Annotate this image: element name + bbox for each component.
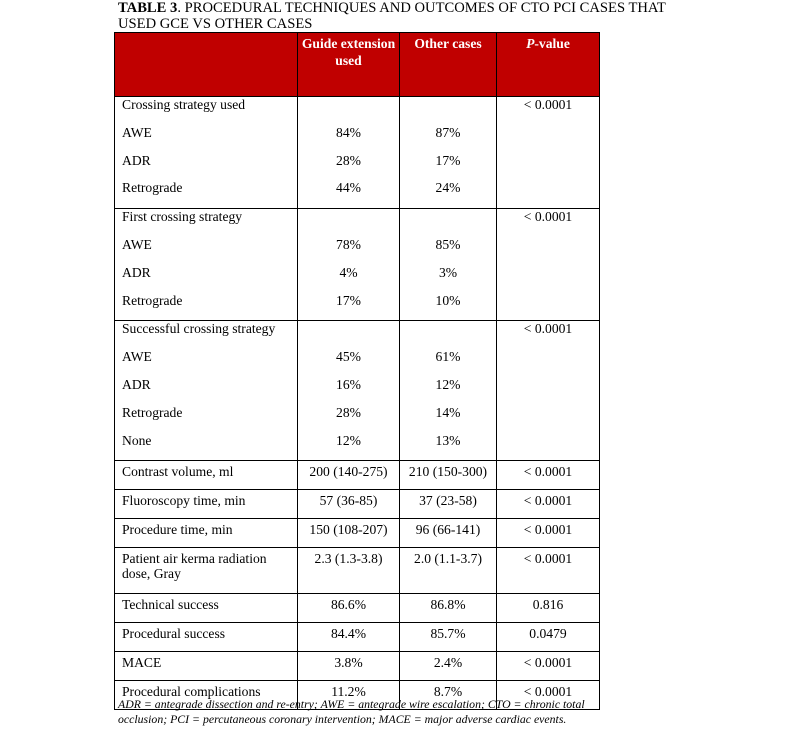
group-gce-cell [298, 209, 400, 321]
subrow-label: Retrograde [122, 404, 183, 420]
group-label-cell [115, 321, 298, 461]
header-other-cases: Other cases [400, 33, 497, 97]
row-label: Technical success [115, 594, 298, 623]
row-other-value: 86.8% [400, 594, 497, 623]
footnote: ADR = antegrade dissection and re-entry; AWE = antegrade wire escalation; CTO = chronic total occlusion; PCI = percutaneous coronary intervention; MACE = major adverse cardiac events. [118, 697, 585, 726]
header-p-value [497, 33, 600, 97]
table-row [115, 652, 600, 681]
subrow-gce-value: 84% [336, 124, 361, 140]
group-gce-cell [298, 97, 400, 209]
group-row [115, 209, 600, 321]
row-label: Procedural complications [115, 681, 298, 710]
row-gce-value: 84.4% [298, 623, 400, 652]
table-caption: . PROCEDURAL TECHNIQUES AND OUTCOMES OF CTO PCI CASES THAT USED GCE VS OTHER CASES [118, 0, 666, 32]
row-other-value: 96 (66-141) [400, 519, 497, 548]
subrow-label: AWE [122, 124, 152, 140]
subrow-gce-value: 28% [336, 404, 361, 420]
subrow-label: Retrograde [122, 292, 183, 308]
row-p-value: < 0.0001 [497, 490, 600, 519]
subrow-gce-value: 45% [336, 349, 361, 365]
group-p-cell [497, 97, 600, 209]
row-label: Procedure time, min [115, 519, 298, 548]
group-gce-cell [298, 321, 400, 461]
spacer [298, 209, 399, 237]
spacer [298, 321, 399, 349]
group-other-cell [400, 209, 497, 321]
row-p-value: < 0.0001 [497, 681, 600, 710]
subrow-other-value: 12% [435, 376, 461, 392]
header-p-rest: -value [534, 36, 570, 51]
subrow-label: ADR [122, 152, 151, 168]
row-p-value: 0.0479 [497, 623, 600, 652]
subrow-other-value: 24% [435, 180, 461, 196]
group-row [115, 97, 600, 209]
row-label: Fluoroscopy time, min [115, 490, 298, 519]
subrow-gce-value: 78% [336, 236, 361, 252]
spacer [400, 321, 496, 349]
row-label: Procedural success [115, 623, 298, 652]
table-row [115, 623, 600, 652]
spacer [298, 97, 399, 125]
row-other-value: 85.7% [400, 623, 497, 652]
table-body [115, 97, 600, 710]
table-number: TABLE 3 [118, 0, 178, 16]
group-p-value: < 0.0001 [523, 97, 573, 112]
header-p-italic: P [526, 36, 535, 51]
table-row [115, 519, 600, 548]
row-p-value: < 0.0001 [497, 519, 600, 548]
row-other-value: 2.0 (1.1-3.7) [400, 548, 497, 594]
row-gce-value: 200 (140-275) [298, 461, 400, 490]
subrow-gce-value: 16% [336, 376, 361, 392]
group-label-cell [115, 209, 298, 321]
subrow-other-value: 14% [435, 404, 461, 420]
row-p-value: < 0.0001 [497, 652, 600, 681]
group-label-cell [115, 97, 298, 209]
subrow-other-value: 85% [435, 236, 461, 252]
subrow-label: AWE [122, 236, 152, 252]
subrow-label: ADR [122, 264, 151, 280]
row-gce-value: 86.6% [298, 594, 400, 623]
row-other-value: 210 (150-300) [400, 461, 497, 490]
subrow-gce-value: 17% [336, 292, 361, 308]
group-p-cell [497, 209, 600, 321]
row-gce-value: 3.8% [298, 652, 400, 681]
subrow-other-value: 10% [435, 292, 461, 308]
group-other-cell [400, 97, 497, 209]
subrow-label: ADR [122, 376, 151, 392]
group-heading: Crossing strategy used [122, 97, 246, 112]
subrow-label: AWE [122, 349, 152, 365]
row-p-value: 0.816 [497, 594, 600, 623]
subrow-label: None [122, 432, 152, 448]
row-label: Contrast volume, ml [115, 461, 298, 490]
group-other-cell [400, 321, 497, 461]
table-row [115, 594, 600, 623]
subrow-label: Retrograde [122, 180, 183, 196]
row-label: Patient air kerma radiation dose, Gray [115, 548, 298, 594]
row-other-value: 2.4% [400, 652, 497, 681]
group-heading: Successful crossing strategy [122, 321, 276, 337]
table-row [115, 490, 600, 519]
table-row [115, 548, 600, 594]
spacer [400, 97, 496, 125]
header-blank [115, 33, 298, 97]
row-label: MACE [115, 652, 298, 681]
header-row [115, 33, 600, 97]
header-guide-extension: Guide extension used [298, 33, 400, 97]
group-heading: First crossing strategy [122, 209, 243, 225]
row-gce-value: 57 (36-85) [298, 490, 400, 519]
row-other-value: 8.7% [400, 681, 497, 710]
row-other-value: 37 (23-58) [400, 490, 497, 519]
table-row [115, 461, 600, 490]
group-p-value: < 0.0001 [523, 321, 573, 337]
subrow-gce-value: 4% [339, 264, 358, 280]
subrow-gce-value: 44% [336, 180, 361, 196]
outcomes-table [114, 32, 600, 710]
table-title [118, 0, 678, 32]
row-p-value: < 0.0001 [497, 461, 600, 490]
subrow-other-value: 3% [438, 264, 458, 280]
row-gce-value: 150 (108-207) [298, 519, 400, 548]
subrow-gce-value: 28% [336, 152, 361, 168]
row-p-value: < 0.0001 [497, 548, 600, 594]
row-gce-value: 11.2% [298, 681, 400, 710]
subrow-other-value: 87% [435, 124, 461, 140]
subrow-other-value: 13% [435, 432, 461, 448]
subrow-other-value: 17% [435, 152, 461, 168]
spacer [400, 209, 496, 237]
row-gce-value: 2.3 (1.3-3.8) [298, 548, 400, 594]
subrow-other-value: 61% [435, 349, 461, 365]
group-p-cell [497, 321, 600, 461]
group-p-value: < 0.0001 [523, 209, 573, 225]
group-row [115, 321, 600, 461]
subrow-gce-value: 12% [336, 432, 361, 448]
